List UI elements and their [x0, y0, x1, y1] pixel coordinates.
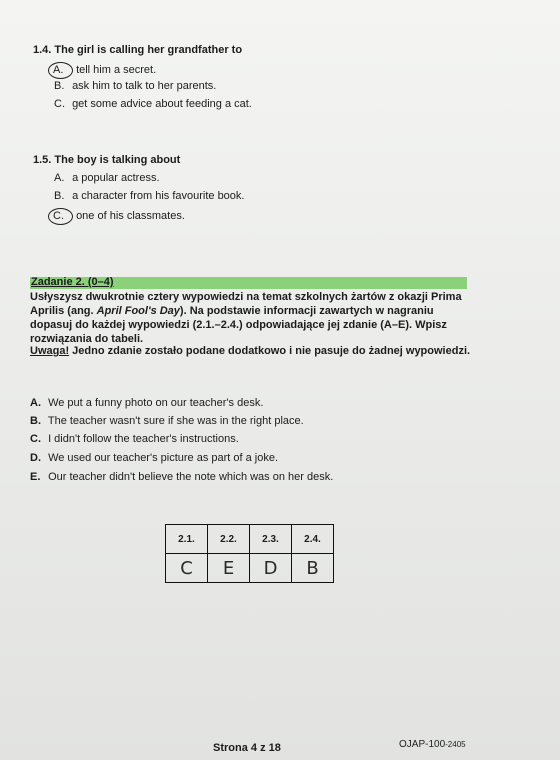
sentence-a	[30, 397, 263, 409]
question-1-4-title: 1.4. The girl is calling her grandfather to	[33, 44, 243, 56]
sentence-text: We used our teacher's picture as part of a joke.	[48, 452, 279, 464]
answer-header: 2.3.	[250, 525, 292, 554]
answer-cell[interactable]: D	[250, 554, 292, 583]
question-1-5-option-c	[54, 208, 185, 225]
sentence-letter: D.	[30, 452, 41, 464]
task-2-warning	[30, 345, 470, 357]
sentence-letter: A.	[30, 397, 41, 409]
answer-cell[interactable]: B	[292, 554, 334, 583]
option-text: a character from his favourite book.	[72, 190, 245, 202]
instr-text-italic: April Fool's Day	[96, 305, 180, 317]
sentence-c	[30, 433, 239, 445]
answer-cell[interactable]: C	[166, 554, 208, 583]
answer-table	[165, 524, 334, 583]
circled-answer-mark: C.	[48, 208, 73, 225]
sentence-text: We put a funny photo on our teacher's desk.	[48, 397, 264, 409]
circled-answer-mark: A.	[48, 62, 73, 79]
warning-text: Jedno zdanie zostało podane dodatkowo i nie pasuje do żadnej wypowiedzi.	[69, 345, 471, 357]
sentence-d	[30, 452, 278, 464]
sentence-letter: B.	[30, 415, 41, 427]
exam-code-suffix: -2405	[445, 740, 466, 749]
question-1-5-title: 1.5. The boy is talking about	[33, 154, 181, 166]
option-letter: B.	[54, 80, 65, 92]
option-text: ask him to talk to her parents.	[72, 80, 217, 92]
sentence-text: I didn't follow the teacher's instructions.	[48, 433, 239, 445]
question-1-4-option-a	[54, 62, 156, 79]
answer-header: 2.1.	[166, 525, 208, 554]
task-2-instructions	[30, 290, 475, 346]
answer-cell[interactable]: E	[208, 554, 250, 583]
option-letter: C.	[54, 98, 65, 110]
instr-text-2: ). Na podstawie informacji zawartych w nagraniu dopasuj do każdej wypowiedzi (2.1.–2.4.) odpowiadające jej zdanie (A–E). Wpisz rozwiązania do tabeli.	[30, 305, 447, 345]
sentence-e	[30, 471, 333, 483]
exam-code	[399, 739, 466, 750]
answer-header: 2.2.	[208, 525, 250, 554]
option-text: tell him a secret.	[76, 64, 157, 76]
sentence-text: The teacher wasn't sure if she was in the right place.	[47, 415, 304, 427]
option-text: get some advice about feeding a cat.	[72, 98, 252, 110]
question-1-5-option-a	[54, 172, 160, 184]
page-number: Strona 4 z 18	[213, 742, 281, 754]
question-1-4-option-b	[54, 80, 216, 92]
task-2-title: Zadanie 2. (0–4)	[31, 276, 114, 288]
sentence-b	[30, 415, 304, 427]
question-1-4-option-c	[54, 98, 252, 110]
exam-code-main: OJAP-100	[399, 739, 446, 750]
warning-label: Uwaga!	[30, 345, 70, 357]
instr-text-1: Usłyszysz dwukrotnie cztery wypowiedzi na temat szkolnych żartów z okazji Prima Aprilis (ang.	[30, 291, 462, 317]
option-text: a popular actress.	[72, 172, 160, 184]
sentence-text: Our teacher didn't believe the note which was on her desk.	[48, 471, 334, 483]
question-1-5-option-b	[54, 190, 244, 202]
option-text: one of his classmates.	[76, 210, 185, 222]
option-letter: A.	[54, 172, 65, 184]
option-letter: B.	[54, 190, 65, 202]
answer-header: 2.4.	[292, 525, 334, 554]
sentence-letter: E.	[30, 471, 41, 483]
sentence-letter: C.	[30, 433, 41, 445]
